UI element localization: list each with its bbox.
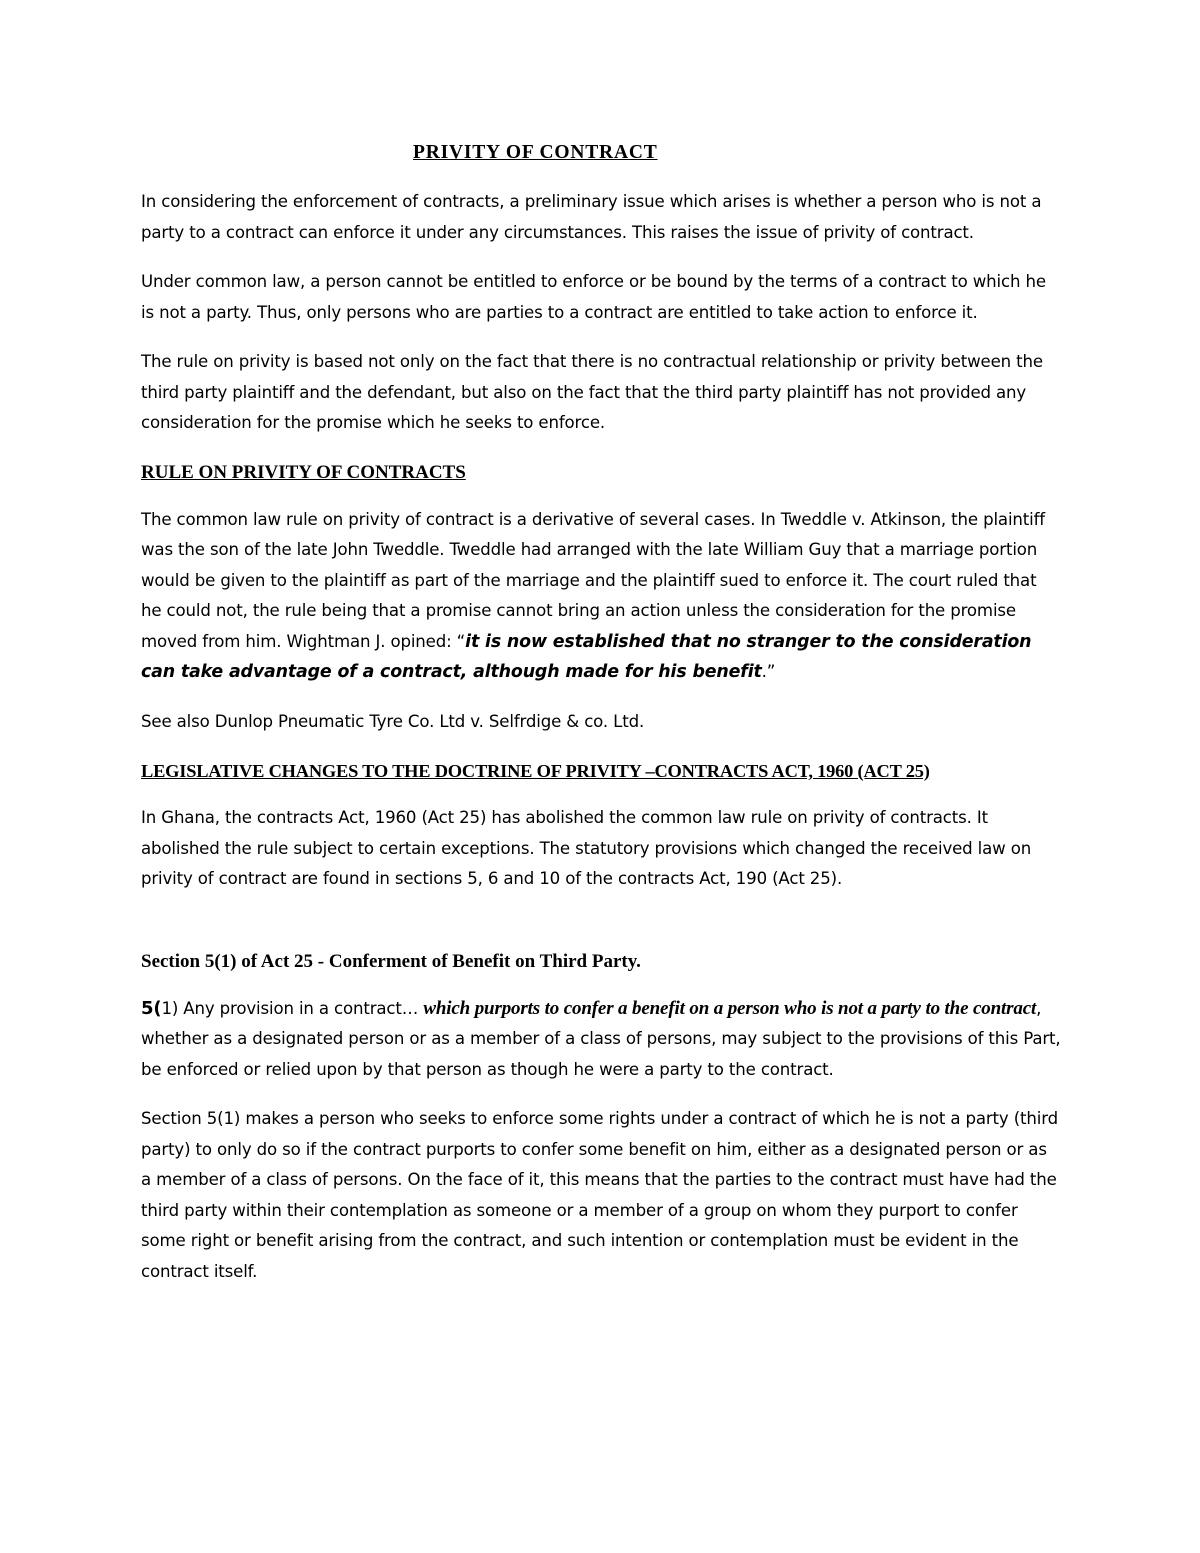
legislative-paragraph: In Ghana, the contracts Act, 1960 (Act 25) has abolished the common law rule on privity of contracts. It abolished the rule subject to certain exceptions. The statutory provisions which changed the received law on privity of contract are found in sections 5, 6 and 10 of the contracts Act, 190 (Act 25).: [141, 808, 1032, 888]
rule-paragraph-text: The common law rule on privity of contract is a derivative of several cases. In Tweddle v. Atkinson, the plaintiff was the son of the late John Tweddle. Tweddle had arranged with the late William Guy that a marriage portion would be given to the plaintiff as part of the marriage and the plaintiff sued to enforce it. The court ruled that he could not, the rule being that a promise cannot bring an action unless the consideration for the promise moved from him. Wightman J. opined: “: [141, 509, 1045, 651]
section5-heading: Section 5(1) of Act 25 - Conferment of Benefit on Third Party.: [141, 950, 641, 972]
section5-text-before: 1) Any provision in a contract…: [161, 998, 424, 1018]
see-also-paragraph: See also Dunlop Pneumatic Tyre Co. Ltd v. Selfrdige & co. Ltd.: [141, 711, 645, 731]
intro-paragraph-3: The rule on privity is based not only on the fact that there is no contractual relationship or privity between the third party plaintiff and the defendant, but also on the fact that the third party plaintiff has not provided any consideration for the promise which he seeks to enforce.: [141, 352, 1043, 432]
rule-paragraph: [141, 505, 1061, 688]
section5-commentary: Section 5(1) makes a person who seeks to enforce some rights under a contract of which he is not a party (third party) to only do so if the contract purports to confer some benefit on him, either as a designated person or as a member of a class of persons. On the face of it, this means that the parties to the contract must have had the third party within their contemplation as someone or a member of a group on whom they purport to confer some right or benefit arising from the contract, and such intention or contemplation must be evident in the contract itself.: [141, 1109, 1058, 1281]
section5-number: 5(: [141, 997, 162, 1019]
quote-end: .”: [761, 662, 776, 681]
section5-text-after: , whether as a designated person or as a member of a class of persons, may subject to the provisions of this Part, be enforced or relied upon by that person as though he were a party to the contract.: [141, 998, 1061, 1079]
section5-provision: [141, 994, 1061, 1086]
rule-heading: RULE ON PRIVITY OF CONTRACTS: [141, 461, 466, 483]
document-body: [141, 138, 1061, 1306]
wightman-quote: it is now established that no stranger to the consideration can take advantage of a contract, although made for his benefit: [141, 631, 1032, 682]
spacer: [141, 895, 1061, 947]
page-title: PRIVITY OF CONTRACT: [413, 142, 658, 163]
legislative-heading: LEGISLATIVE CHANGES TO THE DOCTRINE OF PRIVITY –CONTRACTS ACT, 1960 (ACT 25): [141, 761, 930, 781]
intro-paragraph-1: In considering the enforcement of contracts, a preliminary issue which arises is whether a person who is not a party to a contract can enforce it under any circumstances. This raises the issue of privity of contract.: [141, 192, 1042, 242]
section5-emphasis: which purports to confer a benefit on a person who is not a party to the contract: [423, 997, 1037, 1019]
intro-paragraph-2: Under common law, a person cannot be entitled to enforce or be bound by the terms of a contract to which he is not a party. Thus, only persons who are parties to a contract are entitled to take action to enforce it.: [141, 272, 1046, 322]
